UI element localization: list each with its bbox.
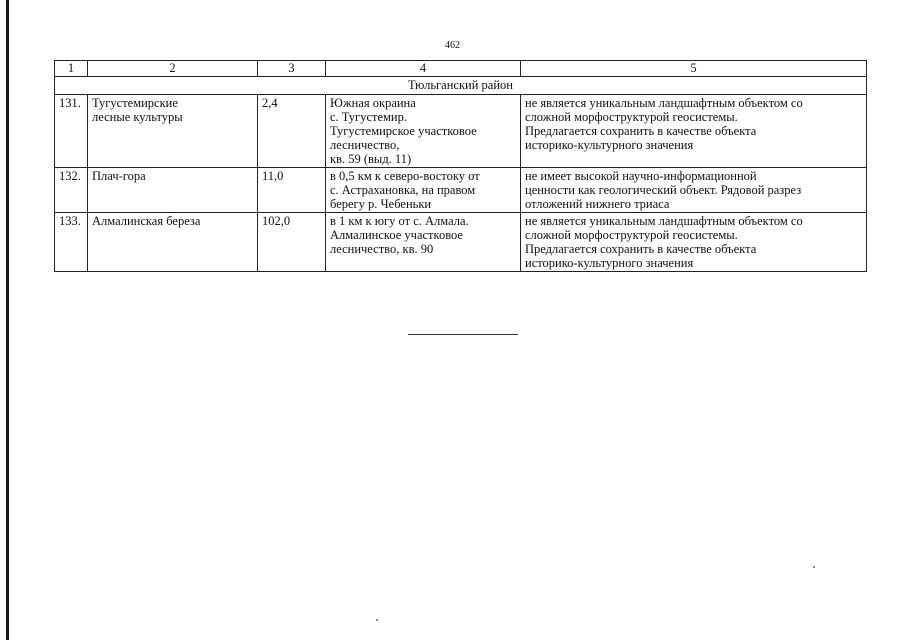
location-line: кв. 59 (выд. 11)	[330, 152, 412, 166]
area-cell: 102,0	[258, 213, 326, 272]
header-cell: 1	[55, 61, 88, 77]
location-line: Тугустемирское участковое	[330, 124, 477, 138]
row-number: 132.	[55, 168, 88, 213]
location-line: в 0,5 км к северо-востоку от	[330, 169, 480, 183]
location-line: Южная окраина	[330, 96, 416, 110]
object-name-line: Алмалинская береза	[92, 214, 201, 228]
object-name-line: Тугустемирские	[92, 96, 178, 110]
section-divider	[408, 334, 518, 335]
note-line: историко-культурного значения	[525, 256, 694, 270]
row-number: 131.	[55, 95, 88, 168]
row-number: 133.	[55, 213, 88, 272]
object-name-line: лесные культуры	[92, 110, 183, 124]
location-line: в 1 км к югу от с. Алмала.	[330, 214, 469, 228]
table-row	[55, 213, 867, 272]
left-margin-rule	[6, 0, 9, 640]
location-line: с. Тугустемир.	[330, 110, 407, 124]
area-cell: 2,4	[258, 95, 326, 168]
location-line: Алмалинское участковое	[330, 228, 463, 242]
object-name-cell	[88, 213, 258, 272]
object-name-cell	[88, 168, 258, 213]
note-line: Предлагается сохранить в качестве объекта	[525, 242, 757, 256]
header-cell: 3	[258, 61, 326, 77]
region-row	[55, 77, 867, 95]
note-line: не является уникальным ландшафтным объектом со	[525, 96, 803, 110]
location-cell	[326, 168, 521, 213]
note-line: сложной морфоструктурой геосистемы.	[525, 110, 738, 124]
page-number: 462	[445, 40, 460, 51]
header-cell: 5	[521, 61, 867, 77]
note-cell	[521, 168, 867, 213]
note-line: сложной морфоструктурой геосистемы.	[525, 228, 738, 242]
header-cell: 2	[88, 61, 258, 77]
note-line: ценности как геологический объект. Рядовой разрез	[525, 183, 802, 197]
location-cell	[326, 213, 521, 272]
reserve-table	[54, 60, 867, 272]
note-line: Предлагается сохранить в качестве объекта	[525, 124, 757, 138]
object-name-line: Плач-гора	[92, 169, 146, 183]
table-row	[55, 95, 867, 168]
note-cell	[521, 95, 867, 168]
table-row	[55, 168, 867, 213]
note-cell	[521, 213, 867, 272]
location-line: лесничество, кв. 90	[330, 242, 434, 256]
object-name-cell	[88, 95, 258, 168]
region-title: Тюльганский район	[55, 77, 867, 95]
header-cell: 4	[326, 61, 521, 77]
scan-speck	[813, 566, 815, 568]
note-line: не является уникальным ландшафтным объектом со	[525, 214, 803, 228]
scan-speck	[376, 619, 378, 621]
location-line: лесничество,	[330, 138, 400, 152]
note-line: историко-культурного значения	[525, 138, 694, 152]
area-cell: 11,0	[258, 168, 326, 213]
table-header-row	[55, 61, 867, 77]
note-line: отложений нижнего триаса	[525, 197, 670, 211]
location-cell	[326, 95, 521, 168]
note-line: не имеет высокой научно-информационной	[525, 169, 757, 183]
location-line: берегу р. Чебеньки	[330, 197, 432, 211]
location-line: с. Астрахановка, на правом	[330, 183, 476, 197]
